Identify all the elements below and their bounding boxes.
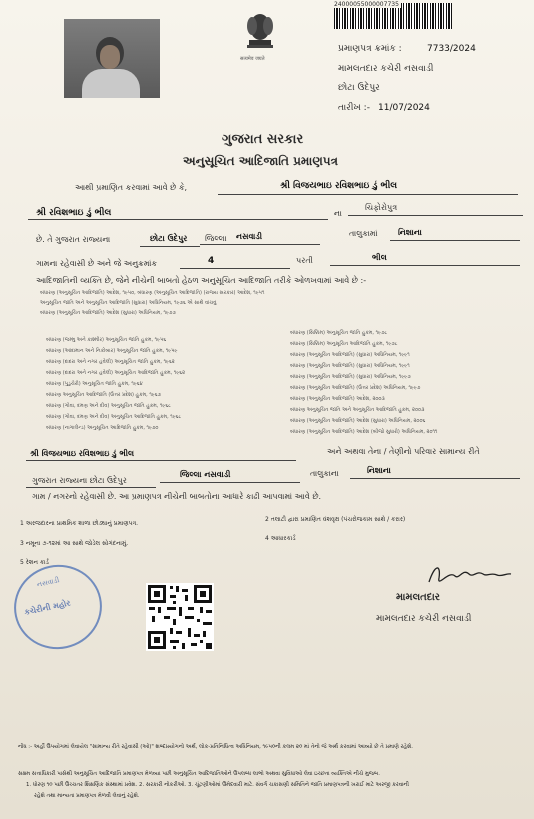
order-left-item: બંધારણ (પુડુચેરી) અનુસૂચિત જાતિ હુકમ, ૧૯૬૪	[46, 381, 143, 387]
order-left-item: બંધારણ (આંદામાન અને નિકોબાર) અનુસૂચિત જાતિ હુકમ, ૧૯૫૯	[46, 348, 178, 354]
order-right-item: બંધારણ (અનુસૂચિત આદિજાતિ) (સુધારા) અધિનિયમ, ૧૯૯૭	[290, 374, 411, 380]
person-name: શ્રી વિજયભાઇ રવિશભાઇ ડું ભીલ	[280, 181, 398, 191]
jilla-name-2: જિલ્લા નસવાડી	[180, 470, 231, 479]
stamp-top-text: નસવાડી	[36, 576, 61, 589]
national-emblem-icon	[241, 10, 279, 54]
footer-line-4: રહેશે તથા માન્યતા પ્રમાણપત્ર મેળવી લેવાનું રહેશે.	[34, 793, 140, 799]
officer-signature	[425, 560, 515, 592]
order-left-item: બંધારણ (ગોવા, દમણ અને દીવ) અનુસૂચિત આદિજાતિ હુકમ, ૧૯૬૮	[46, 414, 182, 420]
district-name: છોટા ઉદેપુર	[150, 234, 188, 243]
footer-line-2: સક્ષમ સત્તાધિકારી પાસેથી અનુસૂચિત આદિજાતિ પ્રમાણપત્ર મેળવ્યા પછી અનુસૂચિત આદિજાતિઓને ઉપલબ્ધ લાભો અથવા સુવિધાઓ લેવા ઇચ્છતા વ્યક્તિએ નીચે મુજબ.	[18, 771, 380, 777]
stamp-center-text: કચેરીની મહોર	[23, 598, 72, 618]
order-left-item: બંધારણ (દાદરા અને નગર હવેલી) અનુસૂચિત જાતિ હુકમ, ૧૯૬૨	[46, 359, 175, 365]
certificate-number-label: પ્રમાણપત્ર ક્રમાંક :	[338, 44, 402, 54]
serial-text: ગામના રહેવાસી છે અને જે અનુક્રમાંક	[36, 259, 158, 268]
basis-text: ગામ / નગરનો રહેવાસી છે. આ પ્રમાણપત્ર નીચેની બાબતોના આધારે કાઢી આપવામાં આવે છે.	[32, 492, 322, 501]
office-line-1: મામલતદાર કચેરી નસવાડી	[338, 64, 434, 74]
footer-note: નોંધ :- અહીં ઉપયોગમાં લેવાયેલ "સામાન્ય રીતે રહેવાસી (ઓ)" શબ્દપ્રયોગનો અર્થ, લોક-પ્રતિનિધિત્વ અધિનિયમ, ૧૯૫૦ની કલમ ૨૦ માં તેનો જે અર્થ કરવામાં આવ્યો છે તે પ્રમાણે રહેશે.	[18, 744, 413, 750]
tribe-name: ભીલ	[372, 253, 387, 262]
order-right-item: બંધારણ (અનુસૂચિત આદિજાતિ) આદેશ (બીજો સુધારો) અધિનિયમ, ૨૦૧૧	[290, 429, 438, 435]
order-left-item: બંધારણ (નાગાલેન્ડ) અનુસૂચિત આદિજાતિ હુકમ, ૧૯૭૦	[46, 425, 159, 431]
qr-code	[146, 583, 214, 651]
signatory-office: મામલતદાર કચેરી નસવાડી	[376, 614, 472, 624]
father-name: શ્રી રવિશભાઇ ડું ભીલ	[36, 208, 112, 218]
state-text: છે. તે ગુજરાત રાજ્યના	[36, 235, 111, 244]
certificate-title: અનુસૂચિત આદિજાતિ પ્રમાણપત્ર	[183, 154, 338, 168]
emblem-caption: सत्यमेव जयते	[240, 56, 265, 62]
state-text-2: ગુજરાત રાજ્યના છોટા ઉદેપુર	[32, 476, 127, 485]
certificate-number: 7733/2024	[427, 44, 476, 54]
village-name: નિશાના	[398, 228, 422, 237]
jilla-label: જિલ્લા	[205, 234, 227, 243]
order-right-item: બંધારણ અનુસૂચિત જાતિ અને અનુસૂચિત આદિજાતિ હુકમ, ૨૦૦૩	[290, 407, 425, 413]
order-right-item: બંધારણ (અનુસૂચિત આદિજાતિ) આદેશ (સુધારા) અધિનિયમ, ૨૦૦૬	[290, 418, 426, 424]
holder-name: શ્રી વિજયભાઇ રવિશભાઇ ડું ભીલ	[30, 449, 135, 458]
relation-text: ચિફોરોપુત્ર	[365, 203, 398, 212]
issue-date: 11/07/2024	[378, 103, 430, 113]
applicant-photo	[64, 19, 160, 98]
order-right-item: બંધારણ (અનુસૂચિત આદિજાતિ) (સુધારા) અધિનિયમ, ૧૯૯૧	[290, 352, 410, 358]
parti-label: પરતી	[296, 256, 313, 265]
order-right-item: બંધારણ (સિક્કિમ) અનુસૂચિત આદિજાતિ હુકમ, ૧૯૭૮	[290, 341, 398, 347]
date-label: તારીખ :-	[338, 103, 370, 113]
of-label: ના	[334, 209, 342, 218]
serial-number: 4	[208, 256, 215, 266]
village-name-2: નિશાના	[367, 466, 391, 475]
order-right-item: બંધારણ (સિક્કિમ) અનુસૂચિત જાતિ હુકમ, ૧૯૭૮	[290, 330, 388, 336]
government-heading: ગુજરાત સરકાર	[222, 132, 304, 147]
order-right-item: બંધારણ (અનુસૂચિત આદિજાતિ) (ઉત્તર પ્રદેશ) અધિનિયમ, ૧૯૯૭	[290, 385, 421, 391]
basis-item: 2 તલાટી દ્વારા પ્રમાણિત વંશવૃક્ષ (પંચરોજકામ સાથે / કરાર)	[265, 516, 406, 523]
basis-item: 3 નમૂના ૭-૧૨માં આ સાથે જોડેલ સોગંદનામું.	[20, 540, 129, 547]
signatory-title: મામલતદાર	[396, 592, 440, 603]
order-left-item: બંધારણ (ગોવા, દમણ અને દીવ) અનુસૂચિત જાતિ હુકમ, ૧૯૬૮	[46, 403, 171, 409]
family-text: અને અથવા તેના / તેણીનો પરિવાર સામાન્ય રીતે	[327, 447, 480, 456]
taluka-label: તાલુકામાં	[349, 229, 378, 238]
basis-item: 1 અરજદારના પ્રાથમિક શાળા છોડ્યાનું પ્રમાણપત્ર.	[20, 520, 139, 527]
certify-text: આથી પ્રમાણિત કરવામાં આવે છે કે,	[75, 183, 188, 192]
basis-item: 5 રેશન કાર્ડ	[20, 559, 49, 566]
footer-line-3: 1. ધોરણ ૧૦ પછી ઉચ્ચતર શિક્ષણિક સંસ્થામાં પ્રવેશ. 2. સરકારી નોકરીઓ. 3. ચૂંટણીઓમાં ઉમેદવારી માટે. સંવર્ગ ચકાસણી સમિતિને જાતિ પ્રમાણપત્રની ખરાઈ માટે અરજી કરવાની	[26, 782, 409, 788]
barcode-number: 24000055000007735	[334, 1, 399, 8]
office-stamp	[6, 557, 110, 657]
taluka-label-2: તાલુકાના	[310, 469, 339, 478]
basis-item: 4 આધારકાર્ડ	[265, 535, 296, 542]
tribe-description: આદિજાતિની વ્યક્તિ છે, જેને નીચેની બાબતો હેઠળ અનુસૂચિત આદિજાતિ તરીકે ઓળખવામાં આવે છે :-	[36, 276, 367, 285]
order-line: બંધારણ (અનુસૂચિત આદિજાતિ) આદેશ (સુધારા) અધિનિયમ, ૧૯૭૭	[40, 310, 176, 316]
order-right-item: બંધારણ (અનુસૂચિત આદિજાતિ) (સુધારા) અધિનિયમ, ૧૯૯૧	[290, 363, 410, 369]
jilla-name: નસવાડી	[236, 232, 263, 241]
order-line: અનુસૂચિત જાતિ અને અનુસૂચિત આદિજાતિ (સુધારા) અધિનિયમ, ૧૯૭૬ એ સાથે વાંચવું	[40, 300, 217, 306]
order-line: બંધારણ (અનુસૂચિત આદિજાતિ) આદેશ, ૧૯૫૦, બંધારણ (અનુસૂચિત આદિજાતિ) (રાજ્ય સરકાર) આદેશ, ૧૯૫૧	[40, 290, 265, 296]
office-line-2: છોટા ઉદેપુર	[338, 83, 380, 93]
order-right-item: બંધારણ (અનુસૂચિત આદિજાતિ) આદેશ, ૨૦૦૩	[290, 396, 385, 402]
order-left-item: બંધારણ (જમ્મુ અને કાશ્મીર) અનુસૂચિત જાતિ હુકમ, ૧૯૫૬	[46, 337, 167, 343]
order-left-item: બંધારણ (દાદરા અને નગર હવેલી) અનુસૂચિત આદિજાતિ હુકમ, ૧૯૬૨	[46, 370, 186, 376]
order-left-item: બંધારણ અનુસૂચિત આદિજાતિ (ઉત્તર પ્રદેશ) હુકમ, ૧૯૬૭	[46, 392, 161, 398]
